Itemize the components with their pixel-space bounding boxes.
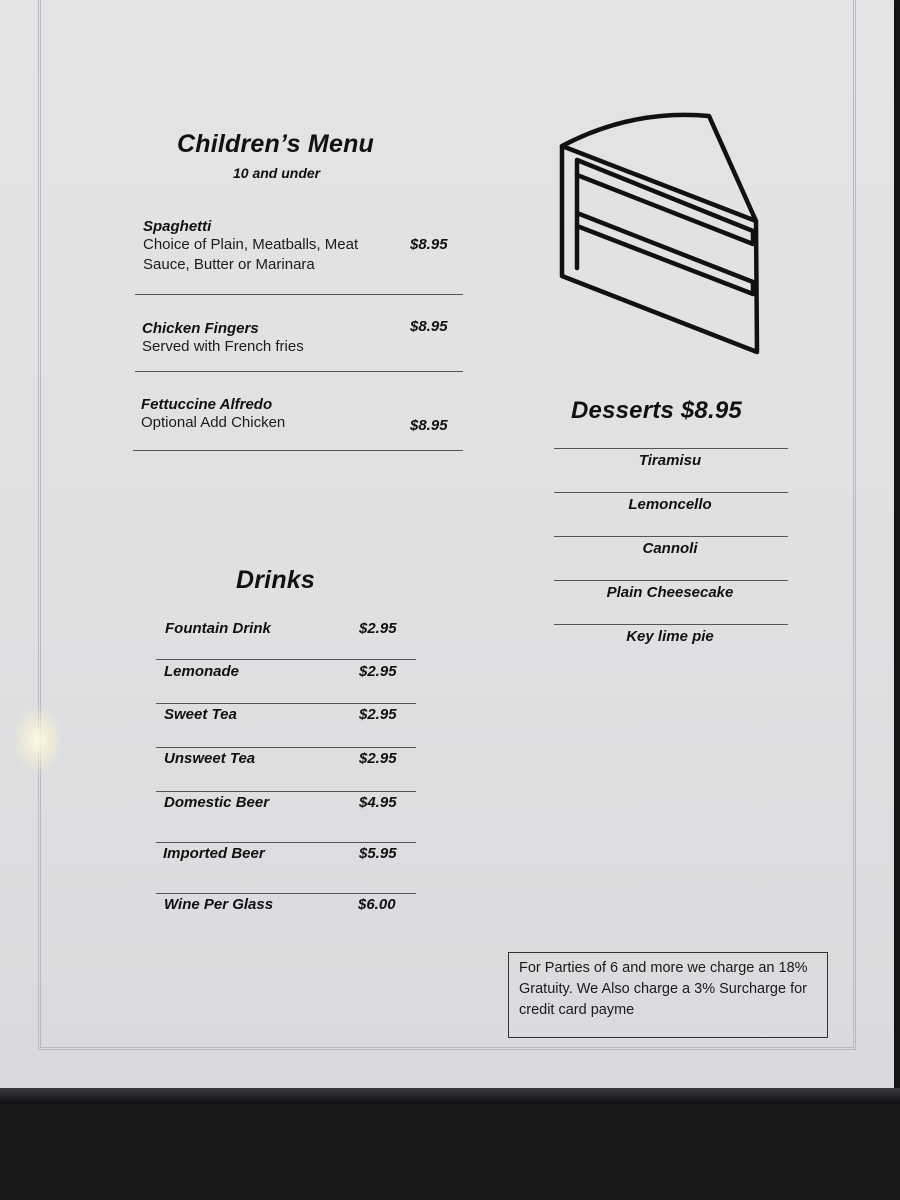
drink-name: Lemonade	[164, 663, 240, 680]
divider	[135, 294, 463, 295]
gratuity-notice: For Parties of 6 and more we charge an 18% Gratuity. We Also charge a 3% Surcharge for credit card payme	[508, 952, 828, 1038]
light-glare	[14, 705, 62, 775]
divider	[554, 448, 788, 449]
sleeve-edge	[0, 1088, 900, 1104]
dessert-item: Tiramisu	[638, 452, 702, 469]
cake-slice-icon	[555, 108, 765, 360]
item-name: Fettuccine Alfredo	[141, 396, 273, 413]
dessert-item: Lemoncello	[628, 496, 712, 513]
item-description: Choice of Plain, Meatballs, Meat Sauce, Butter or Marinara	[143, 236, 359, 273]
drink-price: $5.95	[359, 845, 397, 862]
divider	[156, 703, 416, 704]
menu-item-chicken-fingers	[142, 320, 402, 357]
desserts-title: Desserts $8.95	[571, 397, 742, 424]
item-price: $8.95	[410, 417, 448, 434]
menu-item-spaghetti	[143, 218, 403, 275]
drinks-title: Drinks	[236, 566, 316, 594]
dessert-item: Key lime pie	[626, 628, 714, 645]
drink-name: Domestic Beer	[164, 794, 270, 811]
divider	[135, 371, 463, 372]
dessert-item: Cannoli	[642, 540, 698, 557]
divider	[554, 580, 788, 581]
divider	[133, 450, 463, 451]
item-description: Optional Add Chicken	[141, 414, 286, 431]
divider	[554, 624, 788, 625]
item-name: Chicken Fingers	[142, 320, 259, 337]
childrens-menu-title: Children’s Menu	[177, 130, 375, 158]
drink-price: $2.95	[359, 750, 397, 767]
menu-item-fettuccine	[141, 396, 401, 433]
item-price: $8.95	[410, 236, 448, 253]
divider	[156, 842, 416, 843]
childrens-menu-subtitle: 10 and under	[233, 165, 321, 181]
drink-price: $6.00	[358, 896, 396, 913]
drink-price: $2.95	[359, 706, 397, 723]
drink-price: $4.95	[359, 794, 397, 811]
divider	[554, 492, 788, 493]
drink-name: Wine Per Glass	[164, 896, 274, 913]
divider	[156, 659, 416, 660]
item-name: Spaghetti	[143, 218, 212, 235]
divider	[554, 536, 788, 537]
item-price: $8.95	[410, 318, 448, 335]
divider	[156, 747, 416, 748]
drink-name: Fountain Drink	[165, 620, 271, 637]
item-description: Served with French fries	[142, 338, 304, 355]
divider	[156, 791, 416, 792]
drink-name: Sweet Tea	[164, 706, 237, 723]
drink-name: Unsweet Tea	[164, 750, 256, 767]
divider	[156, 893, 416, 894]
dessert-item: Plain Cheesecake	[606, 584, 734, 601]
drink-name: Imported Beer	[163, 845, 265, 862]
drink-price: $2.95	[359, 663, 397, 680]
drink-price: $2.95	[359, 620, 397, 637]
